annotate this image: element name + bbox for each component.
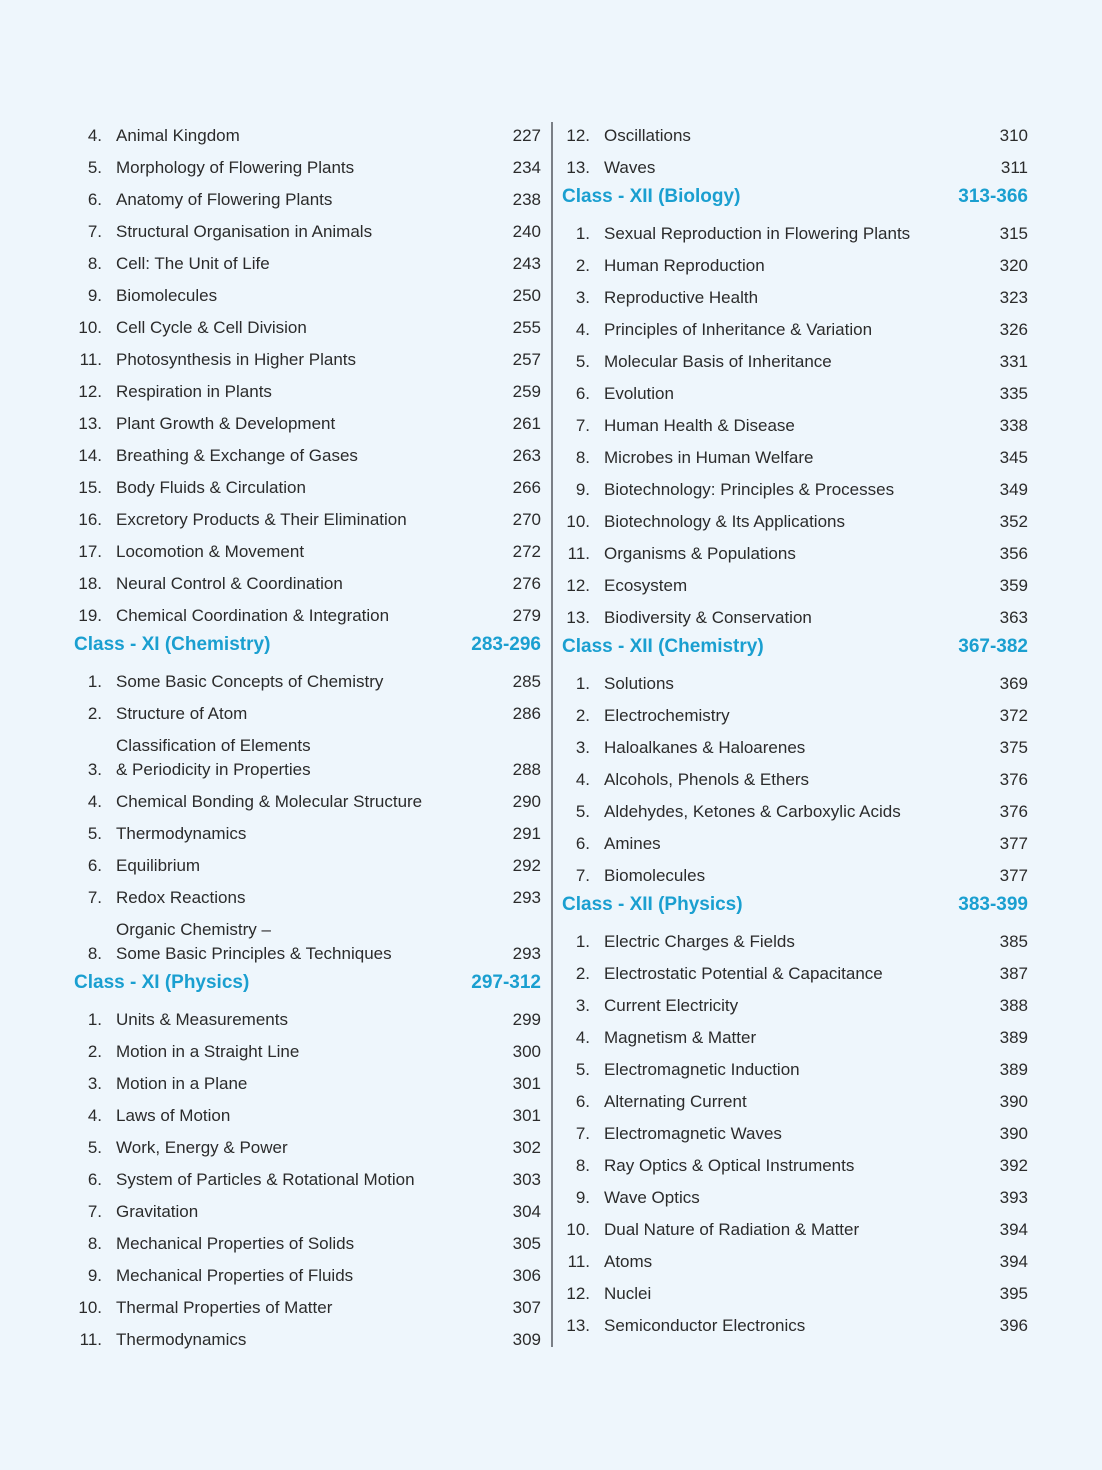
toc-entry <box>74 564 541 596</box>
chapter-number: 11. <box>567 544 590 563</box>
chapter-number: 2. <box>575 256 590 275</box>
chapter-title: Equilibrium <box>116 856 201 875</box>
chapter-number: 13. <box>566 608 590 627</box>
chapter-title: Units & Measurements <box>116 1010 288 1029</box>
chapter-number: 10. <box>566 1220 590 1239</box>
section-heading <box>562 180 1028 214</box>
page-number: 227 <box>512 126 541 145</box>
page-number: 393 <box>999 1188 1028 1207</box>
toc-entry <box>74 276 541 308</box>
toc-entry <box>74 468 541 500</box>
chapter-number: 1. <box>575 224 590 243</box>
toc-entry <box>562 406 1028 438</box>
chapter-number: 12. <box>78 382 102 401</box>
chapter-title: Thermal Properties of Matter <box>116 1298 333 1317</box>
toc-entry <box>562 310 1028 342</box>
chapter-number: 18. <box>78 574 102 593</box>
toc-entry <box>562 438 1028 470</box>
toc-entry <box>74 814 541 846</box>
page-number: 315 <box>999 224 1028 243</box>
chapter-number: 14. <box>78 446 102 465</box>
page-number: 394 <box>999 1220 1028 1239</box>
page-number: 257 <box>512 350 541 369</box>
toc-entry <box>74 436 541 468</box>
chapter-title: Structure of Atom <box>116 704 248 723</box>
toc-entry <box>562 278 1028 310</box>
page-number: 376 <box>999 770 1028 789</box>
chapter-number: 10. <box>78 1298 102 1317</box>
toc-entry <box>74 782 541 814</box>
chapter-title: Redox Reactions <box>116 888 246 907</box>
page-number: 338 <box>999 416 1028 435</box>
chapter-number: 1. <box>87 1010 102 1029</box>
chapter-number: 9. <box>87 1266 102 1285</box>
toc-entry <box>562 824 1028 856</box>
chapter-number: 4. <box>87 792 102 811</box>
toc-entry <box>74 404 541 436</box>
chapter-number: 3. <box>575 738 590 757</box>
chapter-number: 12. <box>566 576 590 595</box>
toc-entry <box>74 1096 541 1128</box>
chapter-title: Amines <box>604 834 661 853</box>
toc-entry <box>74 596 541 628</box>
page-number: 263 <box>512 446 541 465</box>
page-number: 369 <box>999 674 1028 693</box>
chapter-number: 6. <box>87 856 102 875</box>
page-number: 356 <box>999 544 1028 563</box>
chapter-title: Alcohols, Phenols & Ethers <box>604 770 810 789</box>
toc-entry <box>74 878 541 910</box>
toc-right-column <box>562 116 1028 1338</box>
page-number: 302 <box>512 1138 541 1157</box>
chapter-number: 1. <box>575 674 590 693</box>
toc-entry <box>74 372 541 404</box>
chapter-title: Neural Control & Coordination <box>116 574 343 593</box>
toc-entry <box>562 856 1028 888</box>
toc-entry <box>74 500 541 532</box>
page-number: 352 <box>999 512 1028 531</box>
page-number: 288 <box>512 760 541 779</box>
chapter-title: Body Fluids & Circulation <box>116 478 306 497</box>
toc-entry <box>74 1064 541 1096</box>
toc-entry <box>74 1192 541 1224</box>
toc-entry <box>74 694 541 726</box>
chapter-number: 8. <box>575 1156 590 1175</box>
chapter-title: Nuclei <box>604 1284 652 1303</box>
toc-entry <box>74 308 541 340</box>
page-number: 290 <box>512 792 541 811</box>
chapter-number: 3. <box>575 288 590 307</box>
page-number: 293 <box>512 888 541 907</box>
page-number: 300 <box>512 1042 541 1061</box>
chapter-number: 2. <box>575 706 590 725</box>
toc-entry <box>562 1146 1028 1178</box>
chapter-number: 11. <box>79 1330 102 1349</box>
section-title: Class - XI (Chemistry) <box>74 634 271 655</box>
page-number: 286 <box>512 704 541 723</box>
chapter-number: 9. <box>87 286 102 305</box>
page-number: 279 <box>512 606 541 625</box>
toc-entry <box>562 922 1028 954</box>
chapter-title: Electric Charges & Fields <box>604 932 795 951</box>
chapter-title: Motion in a Straight Line <box>116 1042 300 1061</box>
chapter-number: 6. <box>575 834 590 853</box>
page-number: 303 <box>512 1170 541 1189</box>
chapter-number: 10. <box>78 318 102 337</box>
chapter-title: Molecular Basis of Inheritance <box>604 352 832 371</box>
page-number: 299 <box>512 1010 541 1029</box>
chapter-title: Gravitation <box>116 1202 199 1221</box>
page-number: 291 <box>512 824 541 843</box>
chapter-title: Semiconductor Electronics <box>604 1316 806 1335</box>
chapter-title: Work, Energy & Power <box>116 1138 288 1157</box>
page-number: 270 <box>512 510 541 529</box>
toc-entry <box>562 1210 1028 1242</box>
page-number: 335 <box>999 384 1028 403</box>
toc-entry <box>562 598 1028 630</box>
page-number: 305 <box>512 1234 541 1253</box>
section-title: Class - XI (Physics) <box>74 972 250 993</box>
chapter-number: 5. <box>87 158 102 177</box>
page-number: 310 <box>999 126 1028 145</box>
chapter-number: 13. <box>78 414 102 433</box>
page-number: 387 <box>999 964 1028 983</box>
chapter-number: 3. <box>87 760 102 779</box>
page-number: 377 <box>999 866 1028 885</box>
chapter-number: 16. <box>78 510 102 529</box>
chapter-number: 6. <box>575 384 590 403</box>
toc-entry <box>74 846 541 878</box>
toc-entry <box>74 1224 541 1256</box>
toc-entry <box>74 180 541 212</box>
chapter-title: Electromagnetic Waves <box>604 1124 782 1143</box>
toc-entry <box>562 374 1028 406</box>
chapter-title: Waves <box>604 158 656 177</box>
chapter-number: 8. <box>87 1234 102 1253</box>
section-page-range: 283-296 <box>471 634 541 655</box>
chapter-number: 2. <box>575 964 590 983</box>
chapter-number: 7. <box>87 222 102 241</box>
toc-entry <box>562 1242 1028 1274</box>
page-number: 272 <box>512 542 541 561</box>
toc-entry <box>74 532 541 564</box>
chapter-title: Cell: The Unit of Life <box>116 254 270 273</box>
chapter-title: Mechanical Properties of Solids <box>116 1234 355 1253</box>
chapter-number: 1. <box>87 672 102 691</box>
toc-entry <box>74 212 541 244</box>
toc-entry <box>562 534 1028 566</box>
chapter-number: 9. <box>575 1188 590 1207</box>
chapter-number: 13. <box>566 1316 590 1335</box>
page-number: 372 <box>999 706 1028 725</box>
page-number: 293 <box>512 944 541 963</box>
page-number: 323 <box>999 288 1028 307</box>
chapter-number: 4. <box>575 320 590 339</box>
chapter-number: 17. <box>78 542 102 561</box>
toc-entry <box>74 1288 541 1320</box>
chapter-title: Electromagnetic Induction <box>604 1060 800 1079</box>
chapter-title: Motion in a Plane <box>116 1074 248 1093</box>
toc-entry <box>74 1000 541 1032</box>
chapter-number: 13. <box>566 158 590 177</box>
chapter-title: Biomolecules <box>116 286 218 305</box>
section-title: Class - XII (Biology) <box>562 186 741 207</box>
chapter-title: Organic Chemistry – Some Basic Principles & Techniques <box>116 920 392 963</box>
section-title: Class - XII (Physics) <box>562 894 743 915</box>
page-number: 238 <box>512 190 541 209</box>
chapter-title: Biodiversity & Conservation <box>604 608 812 627</box>
chapter-number: 3. <box>87 1074 102 1093</box>
chapter-number: 2. <box>87 704 102 723</box>
page-number: 261 <box>512 414 541 433</box>
toc-entry <box>562 1018 1028 1050</box>
chapter-title: Thermodynamics <box>116 824 247 843</box>
page-number: 301 <box>512 1106 541 1125</box>
chapter-title: Oscillations <box>604 126 691 145</box>
page-number: 390 <box>999 1092 1028 1111</box>
page-number: 276 <box>512 574 541 593</box>
chapter-title: Alternating Current <box>604 1092 747 1111</box>
chapter-number: 8. <box>87 944 102 963</box>
page-number: 359 <box>999 576 1028 595</box>
toc-entry <box>562 760 1028 792</box>
chapter-number: 7. <box>575 1124 590 1143</box>
chapter-title: Reproductive Health <box>604 288 759 307</box>
page-number: 396 <box>999 1316 1028 1335</box>
chapter-number: 11. <box>79 350 102 369</box>
toc-entry <box>74 148 541 180</box>
chapter-title: Excretory Products & Their Elimination <box>116 510 407 529</box>
chapter-number: 7. <box>575 866 590 885</box>
chapter-title: Morphology of Flowering Plants <box>116 158 355 177</box>
toc-entry <box>74 910 541 966</box>
page-number: 250 <box>512 286 541 305</box>
toc-entry <box>74 116 541 148</box>
toc-entry <box>562 214 1028 246</box>
chapter-number: 11. <box>567 1252 590 1271</box>
page-number: 389 <box>999 1028 1028 1047</box>
page-number: 301 <box>512 1074 541 1093</box>
chapter-title: Breathing & Exchange of Gases <box>116 446 358 465</box>
chapter-number: 5. <box>575 1060 590 1079</box>
toc-entry <box>562 1178 1028 1210</box>
toc-entry <box>74 340 541 372</box>
chapter-number: 6. <box>87 190 102 209</box>
chapter-title: Locomotion & Movement <box>116 542 305 561</box>
toc-entry <box>562 954 1028 986</box>
chapter-number: 3. <box>575 996 590 1015</box>
chapter-title: Some Basic Concepts of Chemistry <box>116 672 384 691</box>
page-number: 392 <box>999 1156 1028 1175</box>
chapter-title: Classification of Elements & Periodicity in Properties <box>116 736 311 779</box>
toc-entry <box>562 1274 1028 1306</box>
chapter-number: 8. <box>575 448 590 467</box>
chapter-number: 6. <box>87 1170 102 1189</box>
toc-entry <box>562 566 1028 598</box>
page-number: 309 <box>512 1330 541 1349</box>
chapter-title: Wave Optics <box>604 1188 700 1207</box>
section-heading <box>74 966 541 1000</box>
page-number: 390 <box>999 1124 1028 1143</box>
chapter-number: 7. <box>87 1202 102 1221</box>
section-page-range: 367-382 <box>958 636 1028 657</box>
chapter-title: Human Health & Disease <box>604 416 795 435</box>
toc-entry <box>562 246 1028 278</box>
chapter-number: 12. <box>566 126 590 145</box>
page-number: 349 <box>999 480 1028 499</box>
chapter-number: 8. <box>87 254 102 273</box>
chapter-number: 19. <box>78 606 102 625</box>
chapter-number: 5. <box>575 802 590 821</box>
page-number: 377 <box>999 834 1028 853</box>
chapter-title: Biotechnology & Its Applications <box>604 512 845 531</box>
chapter-title: Respiration in Plants <box>116 382 272 401</box>
chapter-title: Magnetism & Matter <box>604 1028 757 1047</box>
chapter-title: Mechanical Properties of Fluids <box>116 1266 354 1285</box>
toc-entry <box>562 696 1028 728</box>
chapter-title: System of Particles & Rotational Motion <box>116 1170 415 1189</box>
chapter-title: Ray Optics & Optical Instruments <box>604 1156 855 1175</box>
chapter-number: 4. <box>575 1028 590 1047</box>
chapter-number: 5. <box>87 824 102 843</box>
chapter-number: 4. <box>575 770 590 789</box>
page-number: 375 <box>999 738 1028 757</box>
chapter-title: Photosynthesis in Higher Plants <box>116 350 357 369</box>
chapter-title: Human Reproduction <box>604 256 765 275</box>
toc-left-column <box>74 116 541 1352</box>
chapter-title: Animal Kingdom <box>116 126 240 145</box>
chapter-title: Solutions <box>604 674 674 693</box>
chapter-title: Plant Growth & Development <box>116 414 336 433</box>
page-number: 388 <box>999 996 1028 1015</box>
chapter-title: Principles of Inheritance & Variation <box>604 320 873 339</box>
chapter-title: Chemical Coordination & Integration <box>116 606 390 625</box>
chapter-title: Chemical Bonding & Molecular Structure <box>116 792 423 811</box>
chapter-number: 10. <box>566 512 590 531</box>
toc-entry <box>562 502 1028 534</box>
chapter-title: Organisms & Populations <box>604 544 796 563</box>
page-number: 304 <box>512 1202 541 1221</box>
toc-entry <box>562 116 1028 148</box>
page-number: 311 <box>1000 158 1028 177</box>
column-divider <box>551 122 553 1347</box>
chapter-title: Sexual Reproduction in Flowering Plants <box>604 224 911 243</box>
page-number: 345 <box>999 448 1028 467</box>
toc-entry <box>562 1082 1028 1114</box>
page-number: 243 <box>512 254 541 273</box>
chapter-number: 7. <box>87 888 102 907</box>
page-number: 234 <box>512 158 541 177</box>
toc-entry <box>562 664 1028 696</box>
page-number: 394 <box>999 1252 1028 1271</box>
page-number: 326 <box>999 320 1028 339</box>
section-page-range: 383-399 <box>958 894 1028 915</box>
page-number: 240 <box>512 222 541 241</box>
page-number: 389 <box>999 1060 1028 1079</box>
chapter-title: Ecosystem <box>604 576 688 595</box>
chapter-number: 4. <box>87 126 102 145</box>
page-number: 266 <box>512 478 541 497</box>
page-number: 285 <box>512 672 541 691</box>
section-heading <box>74 628 541 662</box>
chapter-title: Biotechnology: Principles & Processes <box>604 480 895 499</box>
toc-entry <box>562 342 1028 374</box>
page-number: 363 <box>999 608 1028 627</box>
toc-entry <box>562 1306 1028 1338</box>
page-number: 306 <box>512 1266 541 1285</box>
chapter-title: Laws of Motion <box>116 1106 231 1125</box>
page-number: 259 <box>512 382 541 401</box>
section-title: Class - XII (Chemistry) <box>562 636 764 657</box>
chapter-title: Current Electricity <box>604 996 739 1015</box>
chapter-title: Structural Organisation in Animals <box>116 222 373 241</box>
page-number: 255 <box>512 318 541 337</box>
toc-entry <box>74 726 541 782</box>
chapter-number: 5. <box>575 352 590 371</box>
page-number: 307 <box>512 1298 541 1317</box>
page-number: 385 <box>999 932 1028 951</box>
page-number: 320 <box>999 256 1028 275</box>
toc-entry <box>562 148 1028 180</box>
toc-entry <box>562 728 1028 760</box>
chapter-title: Microbes in Human Welfare <box>604 448 814 467</box>
section-page-range: 313-366 <box>958 186 1028 207</box>
chapter-title: Biomolecules <box>604 866 706 885</box>
chapter-number: 9. <box>575 480 590 499</box>
chapter-title: Haloalkanes & Haloarenes <box>604 738 806 757</box>
page-number: 292 <box>512 856 541 875</box>
toc-entry <box>562 1114 1028 1146</box>
section-heading <box>562 888 1028 922</box>
chapter-title: Aldehydes, Ketones & Carboxylic Acids <box>604 802 901 821</box>
section-heading <box>562 630 1028 664</box>
toc-entry <box>74 1256 541 1288</box>
toc-entry <box>562 1050 1028 1082</box>
chapter-title: Thermodynamics <box>116 1330 247 1349</box>
toc-entry <box>74 1160 541 1192</box>
chapter-number: 5. <box>87 1138 102 1157</box>
chapter-number: 12. <box>566 1284 590 1303</box>
chapter-title: Atoms <box>604 1252 653 1271</box>
page-number: 395 <box>999 1284 1028 1303</box>
toc-entry <box>74 662 541 694</box>
section-page-range: 297-312 <box>471 972 541 993</box>
chapter-number: 1. <box>575 932 590 951</box>
chapter-title: Cell Cycle & Cell Division <box>116 318 307 337</box>
toc-entry <box>562 986 1028 1018</box>
page-number: 376 <box>999 802 1028 821</box>
chapter-title: Dual Nature of Radiation & Matter <box>604 1220 860 1239</box>
page-number: 331 <box>999 352 1028 371</box>
chapter-title: Electrochemistry <box>604 706 730 725</box>
chapter-number: 2. <box>87 1042 102 1061</box>
toc-entry <box>562 470 1028 502</box>
chapter-title: Anatomy of Flowering Plants <box>116 190 333 209</box>
chapter-title: Electrostatic Potential & Capacitance <box>604 964 883 983</box>
toc-entry <box>74 1128 541 1160</box>
toc-entry <box>562 792 1028 824</box>
chapter-number: 4. <box>87 1106 102 1125</box>
toc-entry <box>74 1032 541 1064</box>
toc-entry <box>74 244 541 276</box>
toc-entry <box>74 1320 541 1352</box>
chapter-number: 15. <box>78 478 102 497</box>
chapter-title: Evolution <box>604 384 674 403</box>
chapter-number: 6. <box>575 1092 590 1111</box>
chapter-number: 7. <box>575 416 590 435</box>
